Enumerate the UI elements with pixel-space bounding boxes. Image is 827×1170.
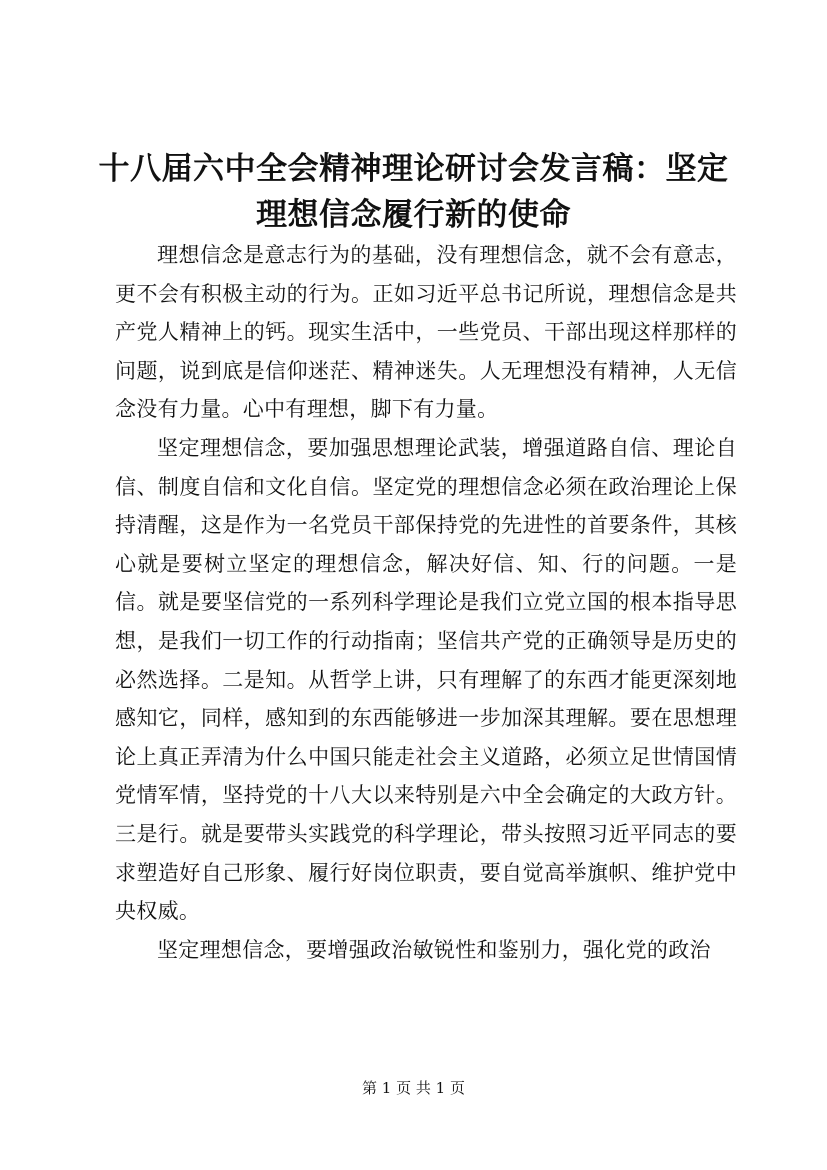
document-title: 十八届六中全会精神理论研讨会发言稿：坚定理想信念履行新的使命 (98, 151, 729, 233)
document-body (115, 236, 737, 969)
paragraph-2: 坚定理想信念，要加强思想理论武装，增强道路自信、理论自信、制度自信和文化自信。坚定党的理想信念必须在政治理论上保持清醒，这是作为一名党员干部保持党的先进性的首要条件，其核心就是要树立坚定的理想信念，解决好信、知、行的问题。一是信。就是要坚信党的一系列科学理论是我们立党立国的根本指导思想，是我们一切工作的行动指南；坚信共产党的正确领导是历史的必然选择。二是知。从哲学上讲，只有理解了的东西才能更深刻地感知它，同样，感知到的东西能够进一步加深其理解。要在思想理论上真正弄清为什么中国只能走社会主义道路，必须立足世情国情党情军情，坚持党的十八大以来特别是六中全会确定的大政方针。三是行。就是要带头实践党的科学理论，带头按照习近平同志的要求塑造好自己形象、履行好岗位职责，要自觉高举旗帜、维护党中央权威。 (115, 435, 737, 924)
paragraph-3: 坚定理想信念，要增强政治敏锐性和鉴别力，强化党的政治 (157, 937, 711, 962)
page-footer: 第 1 页 共 1 页 (362, 1079, 465, 1097)
paragraph-1: 理想信念是意志行为的基础，没有理想信念，就不会有意志，更不会有积极主动的行为。正如习近平总书记所说，理想信念是共产党人精神上的钙。现实生活中，一些党员、干部出现这样那样的问题，说到底是信仰迷茫、精神迷失。人无理想没有精神，人无信念没有力量。心中有理想，脚下有力量。 (115, 243, 737, 422)
